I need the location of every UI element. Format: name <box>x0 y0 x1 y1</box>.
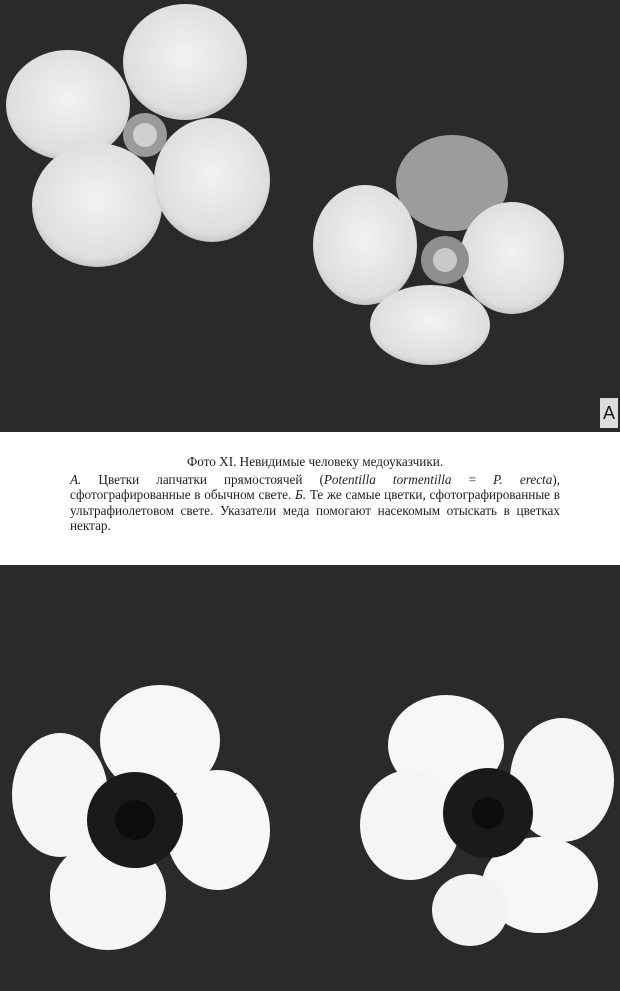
caption-latin-1: Potentilla tormentilla <box>323 471 452 487</box>
caption-label-b: Б. <box>295 487 307 503</box>
photo-a-ordinary-light <box>0 0 620 432</box>
caption <box>70 446 560 534</box>
caption-title: Фото XI. Невидимые человеку медоуказчики. <box>186 454 444 469</box>
photo-a-label: А <box>600 398 618 428</box>
caption-text-1: Цветки лапчатки прямостоячей ( <box>81 471 324 487</box>
caption-eq: = <box>451 471 477 487</box>
caption-body <box>70 472 560 534</box>
caption-text-2: ), сфотографированные в обычном свете. <box>70 471 561 503</box>
caption-label-a: А. <box>70 471 82 487</box>
caption-text-3: Те же самые цветки, сфотографированные в ультрафиолетовом свете. Указатели меда помогают насекомым отыскать в цветках нектар. <box>70 487 560 534</box>
caption-latin-2: P. erecta <box>493 471 553 487</box>
photo-b-uv-light <box>0 565 620 991</box>
